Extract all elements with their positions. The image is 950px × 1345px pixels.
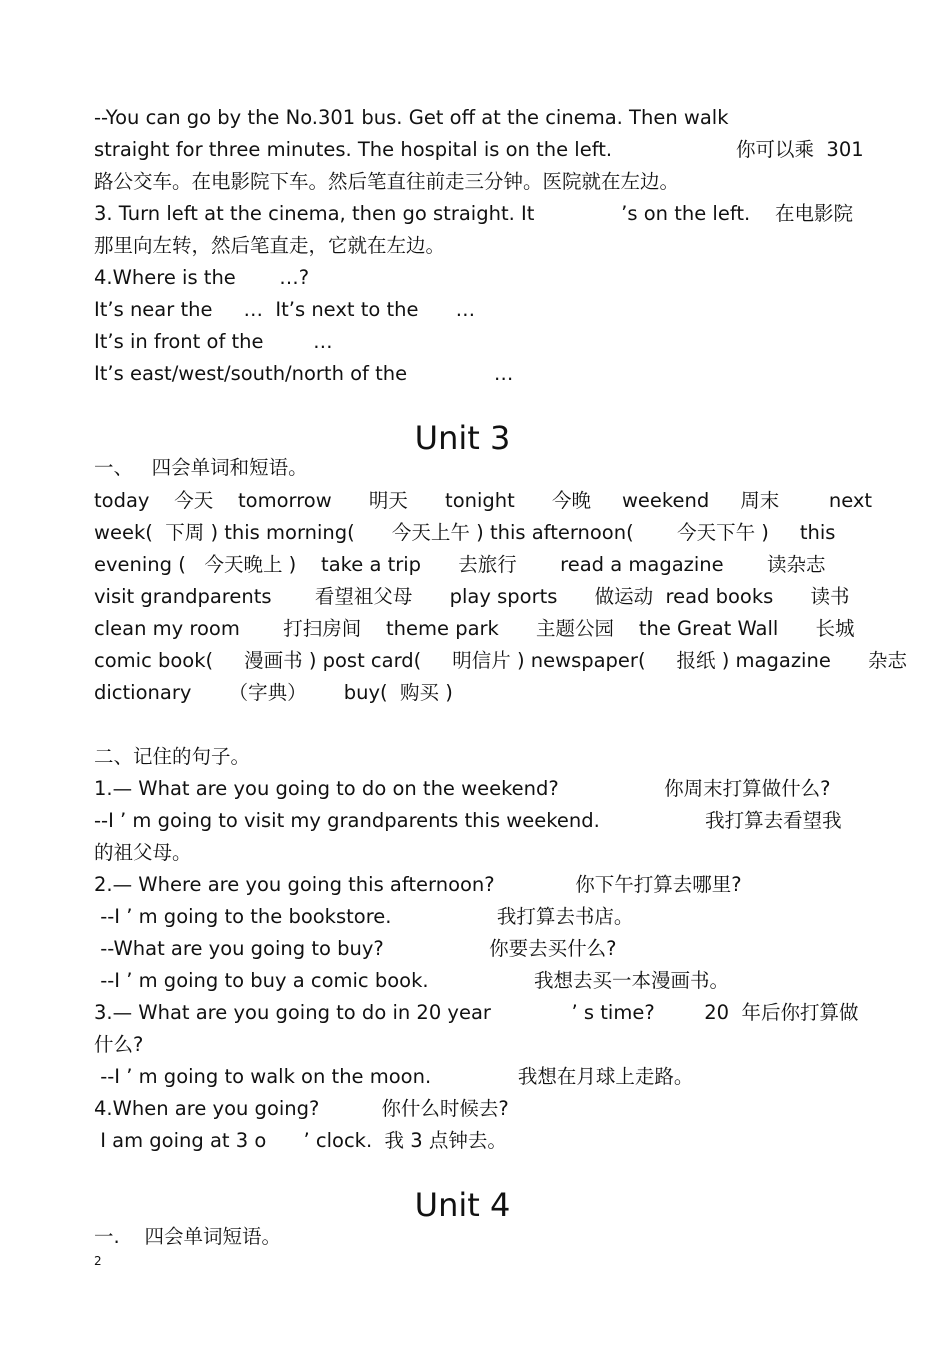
sentence-line: 的祖父母。 [94, 841, 192, 864]
sentence-line: --What are you going to buy? 你要去买什么? [94, 937, 617, 960]
text-line: straight for three minutes. The hospital is on the left. 你可以乘 301 [94, 138, 864, 161]
sentence-line: --I ’ m going to visit my grandparents this weekend. 我打算去看望我 [94, 809, 842, 832]
text-line: It’s near the … It’s next to the … [94, 298, 476, 321]
unit4-title: Unit 4 [414, 1186, 511, 1224]
vocab-line: today 今天 tomorrow 明天 tonight 今晚 weekend 周末 next [94, 489, 873, 512]
sentence-line: 3.— What are you going to do in 20 year ’ s time? 20 年后你打算做 [94, 1001, 859, 1024]
sentence-line: 2.— Where are you going this afternoon? 你下午打算去哪里? [94, 873, 742, 896]
section-heading: 一. 四会单词短语。 [94, 1225, 281, 1248]
vocab-line: dictionary （字典） buy( 购买 ) [94, 681, 453, 704]
sentence-line: 1.— What are you going to do on the weekend? 你周末打算做什么? [94, 777, 831, 800]
text-line: It’s east/west/south/north of the … [94, 362, 514, 385]
sentence-line: I am going at 3 o ’ clock. 我 3 点钟去。 [94, 1129, 507, 1152]
vocab-line: week( 下周 ) this morning( 今天上午 ) this afternoon( 今天下午 ) this [94, 521, 836, 544]
vocab-line: evening ( 今天晚上 ) take a trip 去旅行 read a magazine 读杂志 [94, 553, 826, 576]
text-line: 4.Where is the …? [94, 266, 310, 289]
page-number: 2 [94, 1254, 102, 1268]
text-line: 3. Turn left at the cinema, then go straight. It ’s on the left. 在电影院 [94, 202, 853, 225]
sentence-line: --I ’ m going to buy a comic book. 我想去买一本漫画书。 [94, 969, 729, 992]
text-line: --You can go by the No.301 bus. Get off at the cinema. Then walk [94, 106, 729, 129]
unit3-title: Unit 3 [414, 419, 511, 457]
text-line: 那里向左转，然后笔直走，它就在左边。 [94, 234, 446, 257]
sentence-line: 什么? [94, 1033, 144, 1056]
section-heading: 一、 四会单词和短语。 [94, 456, 308, 479]
vocab-line: comic book( 漫画书 ) post card( 明信片 ) newspaper( 报纸 ) magazine 杂志 [94, 649, 908, 672]
vocab-line: clean my room 打扫房间 theme park 主题公园 the Great Wall 长城 [94, 617, 855, 640]
vocab-line: visit grandparents 看望祖父母 play sports 做运动 read books 读书 [94, 585, 850, 608]
section-heading: 二、记住的句子。 [94, 745, 251, 768]
sentence-line: --I ’ m going to walk on the moon. 我想在月球上走路。 [94, 1065, 694, 1088]
text-line: 路公交车。在电影院下车。然后笔直往前走三分钟。医院就在左边。 [94, 170, 680, 193]
text-line: It’s in front of the … [94, 330, 333, 353]
sentence-line: 4.When are you going? 你什么时候去? [94, 1097, 509, 1120]
sentence-line: --I ’ m going to the bookstore. 我打算去书店。 [94, 905, 634, 928]
